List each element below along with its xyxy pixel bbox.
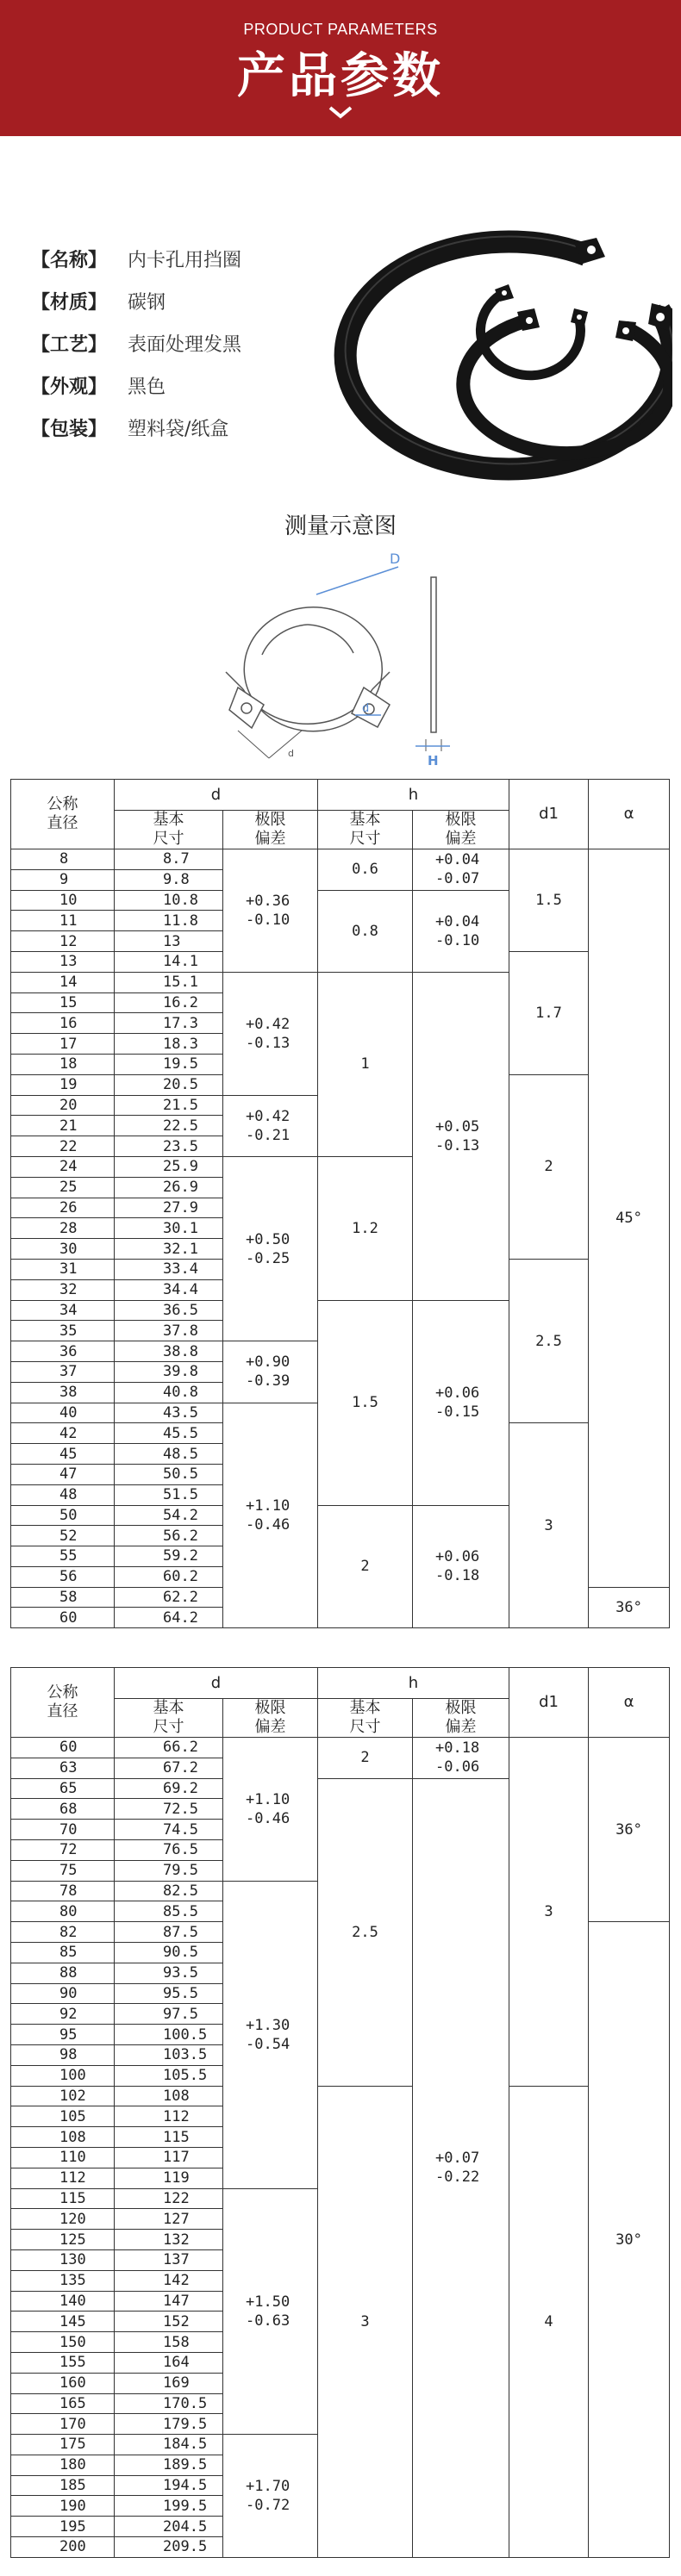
header-d-basic-size: 基本 尺寸 <box>115 811 223 849</box>
d-basic-size-cell: 199.5 <box>115 2496 223 2517</box>
nominal-diameter-cell: 125 <box>11 2230 115 2250</box>
d-basic-size-cell: 204.5 <box>115 2517 223 2537</box>
header-h-basic-size: 基本 尺寸 <box>318 1699 413 1738</box>
d-basic-size-cell: 16.2 <box>115 992 223 1013</box>
d-basic-size-cell: 100.5 <box>115 2025 223 2045</box>
h-tolerance-cell: +0.06 -0.15 <box>413 1300 509 1505</box>
d-basic-size-cell: 122 <box>115 2188 223 2209</box>
h-basic-size-cell: 2.5 <box>318 1778 413 2086</box>
property-value: 内卡孔用挡圈 <box>128 250 242 271</box>
nominal-diameter-cell: 50 <box>11 1505 115 1526</box>
d-basic-size-cell: 117 <box>115 2147 223 2168</box>
d-basic-size-cell: 15.1 <box>115 972 223 992</box>
header-banner <box>0 0 681 136</box>
d-basic-size-cell: 60.2 <box>115 1566 223 1587</box>
nominal-diameter-cell: 185 <box>11 2475 115 2496</box>
d-tolerance-cell: +1.10 -0.46 <box>223 1403 318 1628</box>
nominal-diameter-cell: 85 <box>11 1942 115 1963</box>
header-h-tolerance: 极限 偏差 <box>413 1699 509 1738</box>
d-tolerance-cell: +0.42 -0.13 <box>223 972 318 1095</box>
nominal-diameter-cell: 32 <box>11 1279 115 1300</box>
h-tolerance-cell: +0.04 -0.07 <box>413 849 509 891</box>
nominal-diameter-cell: 31 <box>11 1259 115 1279</box>
d-basic-size-cell: 11.8 <box>115 911 223 931</box>
d-basic-size-cell: 164 <box>115 2352 223 2373</box>
d-basic-size-cell: 33.4 <box>115 1259 223 1279</box>
h-basic-size-cell: 2 <box>318 1505 413 1628</box>
d-basic-size-cell: 132 <box>115 2230 223 2250</box>
nominal-diameter-cell: 16 <box>11 1013 115 1034</box>
nominal-diameter-cell: 60 <box>11 1608 115 1628</box>
nominal-diameter-cell: 95 <box>11 2025 115 2045</box>
nominal-diameter-cell: 60 <box>11 1738 115 1758</box>
d1-cell: 1.7 <box>509 951 589 1074</box>
d-basic-size-cell: 179.5 <box>115 2414 223 2435</box>
header-h: h <box>318 780 509 811</box>
nominal-diameter-cell: 140 <box>11 2291 115 2312</box>
header-d-tolerance: 极限 偏差 <box>223 811 318 849</box>
d-basic-size-cell: 79.5 <box>115 1860 223 1881</box>
property-key: 【名称】 <box>31 250 108 271</box>
nominal-diameter-cell: 20 <box>11 1095 115 1116</box>
header-d-basic-size: 基本 尺寸 <box>115 1699 223 1738</box>
d-basic-size-cell: 147 <box>115 2291 223 2312</box>
d-basic-size-cell: 115 <box>115 2127 223 2148</box>
nominal-diameter-cell: 150 <box>11 2332 115 2353</box>
nominal-diameter-cell: 30 <box>11 1239 115 1260</box>
diameter-D-label: D <box>390 551 401 567</box>
measurement-diagram-title: 测量示意图 <box>284 513 397 539</box>
nominal-diameter-cell: 45 <box>11 1444 115 1465</box>
product-properties <box>31 248 241 459</box>
d-tolerance-cell: +1.10 -0.46 <box>223 1738 318 1882</box>
d-basic-size-cell: 142 <box>115 2270 223 2291</box>
nominal-diameter-cell: 63 <box>11 1758 115 1778</box>
nominal-diameter-cell: 56 <box>11 1566 115 1587</box>
d-basic-size-cell: 69.2 <box>115 1778 223 1799</box>
nominal-diameter-cell: 37 <box>11 1361 115 1382</box>
d-basic-size-cell: 27.9 <box>115 1198 223 1218</box>
property-row <box>31 248 241 290</box>
d-basic-size-cell: 74.5 <box>115 1820 223 1840</box>
property-row <box>31 417 241 459</box>
nominal-diameter-cell: 180 <box>11 2455 115 2475</box>
d-basic-size-cell: 105.5 <box>115 2065 223 2086</box>
nominal-diameter-cell: 14 <box>11 972 115 992</box>
nominal-diameter-cell: 58 <box>11 1587 115 1608</box>
h-basic-size-cell: 1.5 <box>318 1300 413 1505</box>
h-basic-size-cell: 0.6 <box>318 849 413 891</box>
d-tolerance-cell: +0.36 -0.10 <box>223 849 318 973</box>
thickness-H-label: H <box>428 753 439 767</box>
d-basic-size-cell: 127 <box>115 2209 223 2230</box>
d-basic-size-cell: 66.2 <box>115 1738 223 1758</box>
nominal-diameter-cell: 175 <box>11 2435 115 2455</box>
d-basic-size-cell: 72.5 <box>115 1799 223 1820</box>
d1-cell: 3 <box>509 1738 589 2087</box>
d-basic-size-cell: 43.5 <box>115 1403 223 1423</box>
d1-cell: 1.5 <box>509 849 589 952</box>
table-row <box>11 849 670 870</box>
d1-cell: 2 <box>509 1074 589 1259</box>
nominal-diameter-cell: 8 <box>11 849 115 870</box>
table-header-row <box>11 780 670 811</box>
h-basic-size-cell: 3 <box>318 2086 413 2557</box>
d-basic-size-cell: 152 <box>115 2312 223 2332</box>
d-basic-size-cell: 26.9 <box>115 1177 223 1198</box>
d-basic-size-cell: 82.5 <box>115 1881 223 1901</box>
nominal-diameter-cell: 160 <box>11 2373 115 2393</box>
h-basic-size-cell: 1.2 <box>318 1156 413 1300</box>
d-basic-size-cell: 137 <box>115 2249 223 2270</box>
nominal-diameter-cell: 65 <box>11 1778 115 1799</box>
nominal-diameter-cell: 17 <box>11 1034 115 1055</box>
d-basic-size-cell: 36.5 <box>115 1300 223 1321</box>
d-basic-size-cell: 103.5 <box>115 2044 223 2065</box>
nominal-diameter-cell: 10 <box>11 890 115 911</box>
nominal-diameter-cell: 105 <box>11 2106 115 2127</box>
h-tolerance-cell: +0.18 -0.06 <box>413 1738 509 1779</box>
nominal-diameter-cell: 112 <box>11 2168 115 2188</box>
d-basic-size-cell: 108 <box>115 2086 223 2106</box>
header-d: d <box>115 780 318 811</box>
d-basic-size-cell: 25.9 <box>115 1156 223 1177</box>
d-basic-size-cell: 209.5 <box>115 2537 223 2558</box>
nominal-diameter-cell: 36 <box>11 1341 115 1362</box>
nominal-diameter-cell: 145 <box>11 2312 115 2332</box>
d-basic-size-cell: 45.5 <box>115 1423 223 1444</box>
d-basic-size-cell: 23.5 <box>115 1136 223 1157</box>
d-basic-size-cell: 10.8 <box>115 890 223 911</box>
d-basic-size-cell: 67.2 <box>115 1758 223 1778</box>
d-basic-size-cell: 14.1 <box>115 951 223 972</box>
alpha-cell: 36° <box>589 1738 670 1922</box>
property-key: 【外观】 <box>31 376 108 398</box>
header-alpha: α <box>589 780 670 849</box>
d-basic-size-cell: 51.5 <box>115 1484 223 1505</box>
nominal-diameter-cell: 130 <box>11 2249 115 2270</box>
h-tolerance-cell: +0.04 -0.10 <box>413 890 509 972</box>
nominal-diameter-cell: 92 <box>11 2004 115 2025</box>
d-basic-size-cell: 90.5 <box>115 1942 223 1963</box>
nominal-diameter-cell: 195 <box>11 2517 115 2537</box>
d-basic-size-cell: 59.2 <box>115 1546 223 1567</box>
nominal-diameter-cell: 28 <box>11 1218 115 1239</box>
property-key: 【材质】 <box>31 292 108 314</box>
measurement-diagram <box>200 551 459 767</box>
nominal-diameter-cell: 170 <box>11 2414 115 2435</box>
header-d-tolerance: 极限 偏差 <box>223 1699 318 1738</box>
nominal-diameter-cell: 72 <box>11 1839 115 1860</box>
d-basic-size-cell: 56.2 <box>115 1526 223 1546</box>
d1-cell: 3 <box>509 1423 589 1628</box>
property-key: 【包装】 <box>31 419 108 440</box>
nominal-diameter-cell: 90 <box>11 1983 115 2004</box>
nominal-diameter-cell: 120 <box>11 2209 115 2230</box>
nominal-diameter-cell: 70 <box>11 1820 115 1840</box>
d-basic-size-cell: 184.5 <box>115 2435 223 2455</box>
nominal-diameter-cell: 98 <box>11 2044 115 2065</box>
nominal-diameter-cell: 21 <box>11 1116 115 1136</box>
d-basic-size-cell: 40.8 <box>115 1382 223 1403</box>
d-basic-size-cell: 48.5 <box>115 1444 223 1465</box>
d-basic-size-cell: 112 <box>115 2106 223 2127</box>
nominal-diameter-cell: 78 <box>11 1881 115 1901</box>
d-basic-size-cell: 38.8 <box>115 1341 223 1362</box>
nominal-diameter-cell: 47 <box>11 1464 115 1484</box>
d-basic-size-cell: 22.5 <box>115 1116 223 1136</box>
d-basic-size-cell: 76.5 <box>115 1839 223 1860</box>
header-h: h <box>318 1668 509 1699</box>
d-basic-size-cell: 169 <box>115 2373 223 2393</box>
nominal-diameter-cell: 19 <box>11 1074 115 1095</box>
nominal-diameter-cell: 88 <box>11 1963 115 1983</box>
d-tolerance-cell: +1.30 -0.54 <box>223 1881 318 2188</box>
chevron-down-icon <box>328 105 353 119</box>
nominal-diameter-cell: 155 <box>11 2352 115 2373</box>
nominal-diameter-cell: 22 <box>11 1136 115 1157</box>
d-basic-size-cell: 30.1 <box>115 1218 223 1239</box>
d-basic-size-cell: 13 <box>115 931 223 952</box>
alpha-cell: 30° <box>589 1922 670 2558</box>
d-basic-size-cell: 87.5 <box>115 1922 223 1943</box>
nominal-diameter-cell: 200 <box>11 2537 115 2558</box>
nominal-diameter-cell: 52 <box>11 1526 115 1546</box>
hole-d1-label: d <box>362 702 370 715</box>
d-basic-size-cell: 170.5 <box>115 2393 223 2414</box>
header-nominal-diameter: 公称 直径 <box>11 1668 115 1738</box>
nominal-diameter-cell: 190 <box>11 2496 115 2517</box>
table-row <box>11 1738 670 1758</box>
header-d1: d1 <box>509 780 589 849</box>
d-tolerance-cell: +1.50 -0.63 <box>223 2188 318 2435</box>
nominal-diameter-cell: 48 <box>11 1484 115 1505</box>
nominal-diameter-cell: 13 <box>11 951 115 972</box>
nominal-diameter-cell: 75 <box>11 1860 115 1881</box>
property-value: 表面处理发黑 <box>128 334 242 356</box>
nominal-diameter-cell: 9 <box>11 869 115 890</box>
property-value: 黑色 <box>128 376 166 398</box>
header-h-basic-size: 基本 尺寸 <box>318 811 413 849</box>
nominal-diameter-cell: 34 <box>11 1300 115 1321</box>
h-tolerance-cell: +0.06 -0.18 <box>413 1505 509 1628</box>
header-alpha: α <box>589 1668 670 1738</box>
nominal-diameter-cell: 108 <box>11 2127 115 2148</box>
property-key: 【工艺】 <box>31 334 108 356</box>
nominal-diameter-cell: 55 <box>11 1546 115 1567</box>
property-value: 塑料袋/纸盒 <box>128 419 229 440</box>
table-header-row <box>11 1668 670 1699</box>
d-basic-size-cell: 64.2 <box>115 1608 223 1628</box>
property-row <box>31 333 241 375</box>
d-basic-size-cell: 20.5 <box>115 1074 223 1095</box>
d-basic-size-cell: 8.7 <box>115 849 223 870</box>
spec-table-1 <box>10 779 670 1628</box>
nominal-diameter-cell: 25 <box>11 1177 115 1198</box>
d-basic-size-cell: 95.5 <box>115 1983 223 2004</box>
d-tolerance-cell: +0.90 -0.39 <box>223 1341 318 1403</box>
d-tolerance-cell: +1.70 -0.72 <box>223 2435 318 2558</box>
spec-table-2 <box>10 1667 670 2558</box>
property-value: 碳钢 <box>128 292 166 314</box>
nominal-diameter-cell: 11 <box>11 911 115 931</box>
nominal-diameter-cell: 38 <box>11 1382 115 1403</box>
spec-table-1-body <box>11 780 670 1628</box>
d-basic-size-cell: 62.2 <box>115 1587 223 1608</box>
h-tolerance-cell: +0.07 -0.22 <box>413 1778 509 2557</box>
nominal-diameter-cell: 100 <box>11 2065 115 2086</box>
alpha-cell: 36° <box>589 1587 670 1628</box>
nominal-diameter-cell: 82 <box>11 1922 115 1943</box>
table-row <box>11 2086 670 2106</box>
nominal-diameter-cell: 42 <box>11 1423 115 1444</box>
d-basic-size-cell: 189.5 <box>115 2455 223 2475</box>
nominal-diameter-cell: 12 <box>11 931 115 952</box>
d-basic-size-cell: 21.5 <box>115 1095 223 1116</box>
nominal-diameter-cell: 110 <box>11 2147 115 2168</box>
d-basic-size-cell: 18.3 <box>115 1034 223 1055</box>
banner-subtitle: PRODUCT PARAMETERS <box>243 21 438 38</box>
d-basic-size-cell: 194.5 <box>115 2475 223 2496</box>
header-d1: d1 <box>509 1668 589 1738</box>
nominal-diameter-cell: 135 <box>11 2270 115 2291</box>
banner-title: 产品参数 <box>237 48 444 104</box>
circlip-product-image <box>328 215 672 491</box>
d1-cell: 2.5 <box>509 1259 589 1422</box>
header-h-tolerance: 极限 偏差 <box>413 811 509 849</box>
d-basic-size-cell: 39.8 <box>115 1361 223 1382</box>
alpha-cell: 45° <box>589 849 670 1588</box>
d-basic-size-cell: 9.8 <box>115 869 223 890</box>
nominal-diameter-cell: 18 <box>11 1054 115 1074</box>
d-basic-size-cell: 158 <box>115 2332 223 2353</box>
d-basic-size-cell: 93.5 <box>115 1963 223 1983</box>
spec-table-2-body <box>11 1668 670 2558</box>
header-nominal-diameter: 公称 直径 <box>11 780 115 849</box>
property-row <box>31 375 241 417</box>
nominal-diameter-cell: 40 <box>11 1403 115 1423</box>
h-basic-size-cell: 2 <box>318 1738 413 1779</box>
d-basic-size-cell: 32.1 <box>115 1239 223 1260</box>
d-basic-size-cell: 50.5 <box>115 1464 223 1484</box>
nominal-diameter-cell: 15 <box>11 992 115 1013</box>
d1-cell: 4 <box>509 2086 589 2557</box>
nominal-diameter-cell: 26 <box>11 1198 115 1218</box>
d-basic-size-cell: 85.5 <box>115 1901 223 1922</box>
h-basic-size-cell: 1 <box>318 972 413 1156</box>
d-tolerance-cell: +0.42 -0.21 <box>223 1095 318 1156</box>
nominal-diameter-cell: 68 <box>11 1799 115 1820</box>
d-basic-size-cell: 37.8 <box>115 1321 223 1341</box>
d-basic-size-cell: 97.5 <box>115 2004 223 2025</box>
nominal-diameter-cell: 24 <box>11 1156 115 1177</box>
header-d: d <box>115 1668 318 1699</box>
nominal-diameter-cell: 165 <box>11 2393 115 2414</box>
inner-d-label: d <box>288 748 294 759</box>
nominal-diameter-cell: 35 <box>11 1321 115 1341</box>
h-basic-size-cell: 0.8 <box>318 890 413 972</box>
d-basic-size-cell: 34.4 <box>115 1279 223 1300</box>
d-basic-size-cell: 19.5 <box>115 1054 223 1074</box>
h-tolerance-cell: +0.05 -0.13 <box>413 972 509 1300</box>
d-basic-size-cell: 54.2 <box>115 1505 223 1526</box>
nominal-diameter-cell: 80 <box>11 1901 115 1922</box>
d-tolerance-cell: +0.50 -0.25 <box>223 1156 318 1341</box>
nominal-diameter-cell: 115 <box>11 2188 115 2209</box>
property-row <box>31 290 241 333</box>
d-basic-size-cell: 119 <box>115 2168 223 2188</box>
d-basic-size-cell: 17.3 <box>115 1013 223 1034</box>
nominal-diameter-cell: 102 <box>11 2086 115 2106</box>
